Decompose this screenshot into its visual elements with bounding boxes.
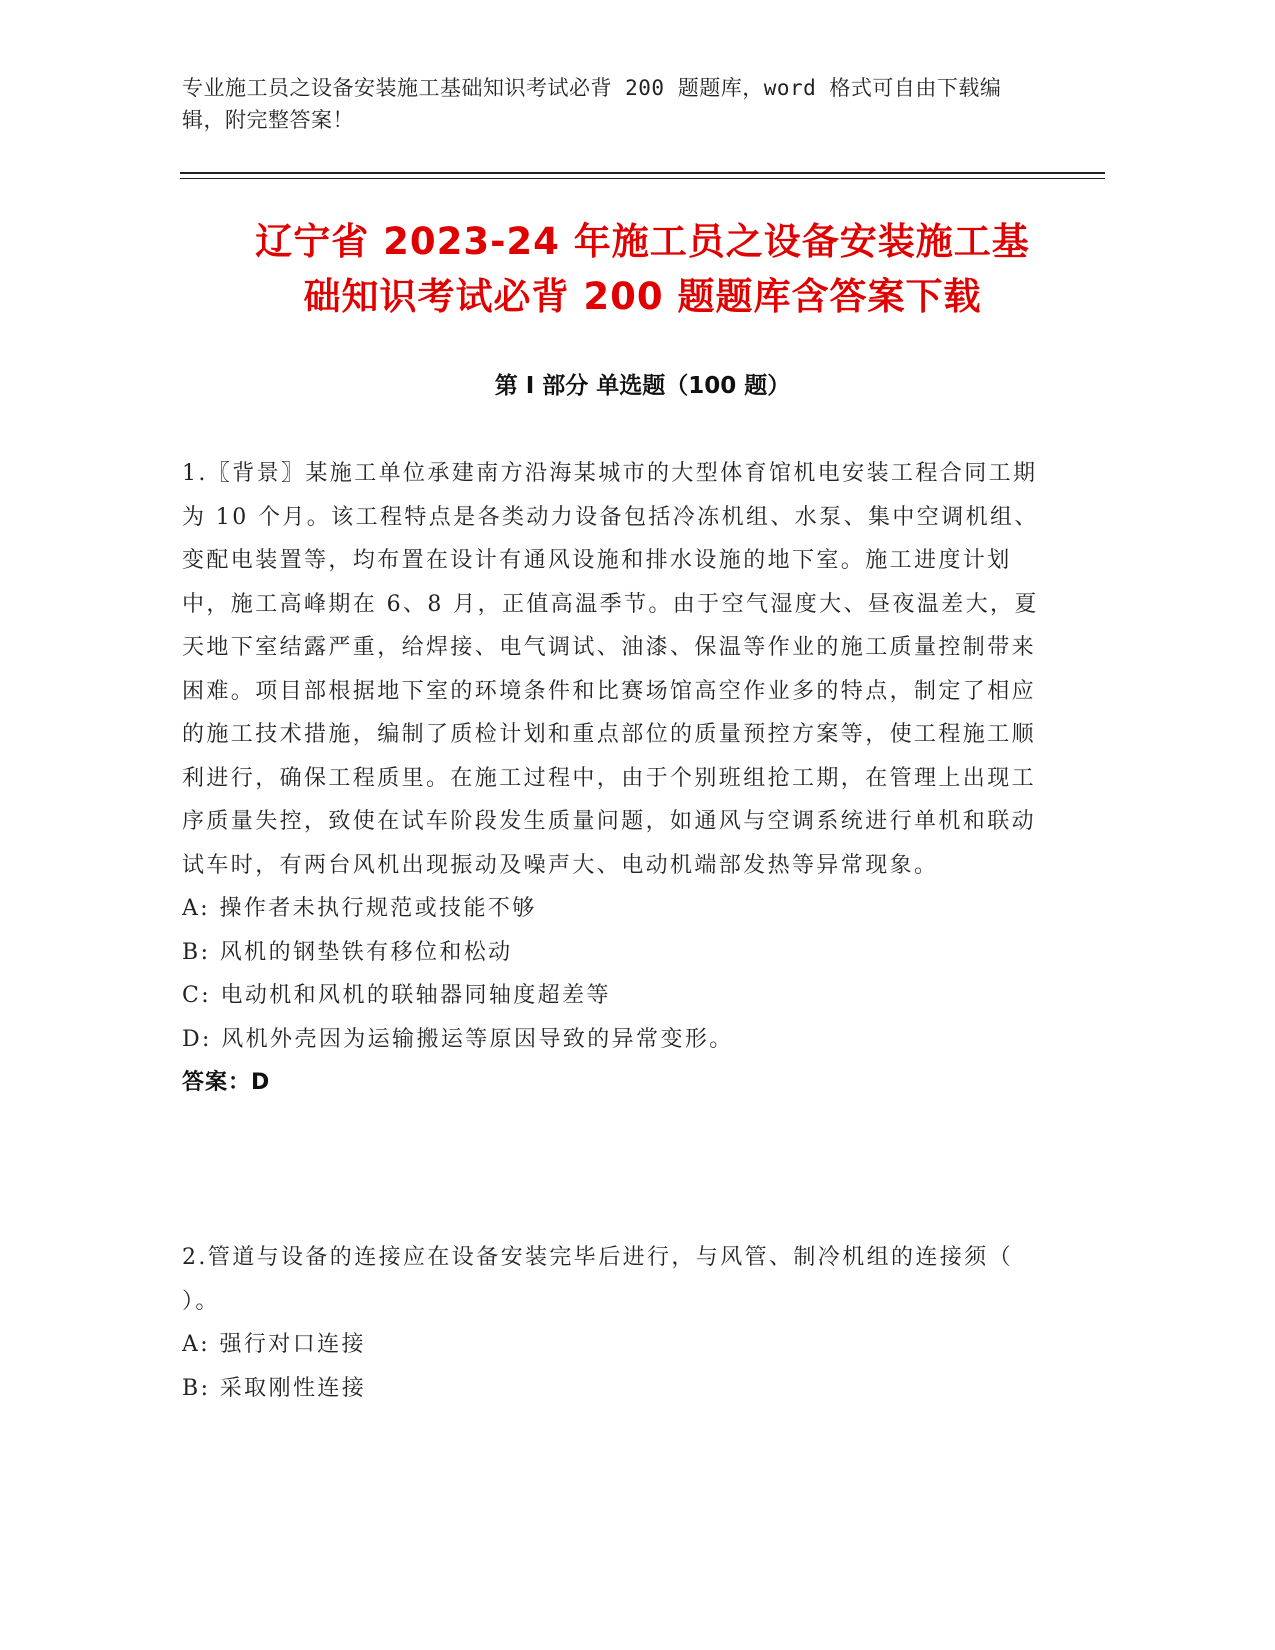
document-title-line-1: 辽宁省 2023-24 年施工员之设备安装施工基 [255,220,1030,263]
question-stem: 2.管道与设备的连接应在设备安装完毕后进行，与风管、制冷机组的连接须（ ）。 [182,1245,1013,1314]
question-stem: 1.〖背景〗某施工单位承建南方沿海某城市的大型体育馆机电安装工程合同工期为 10 个月。该工程特点是各类动力设备包括冷冻机组、水泵、集中空调机组、变配电装置等，均布置在设计有通风设施和排水设施的地下室。施工进度计划中，施工高峰期在 6、8 月，正值高温季节。由于空气湿度大、昼夜温差大，夏天地下室结露严重，给焊接、电气调试、油漆、保温等作业的施工质量控制带来困难。项目部根据地下室的环境条件和比赛场馆高空作业多的特点，制定了相应的施工技术措施，编制了质检计划和重点部位的质量预控方案等，使工程施工顺利进行，确保工程质里。在施工过程中，由于个别班组抢工期，在管理上出现工序质量失控，致使在试车阶段发生质量问题，如通风与空调系统进行单机和联动试车时，有两台风机出现振动及噪声大、电动机端部发热等异常现象。 [182,461,1039,878]
option-b: B: 风机的钢垫铁有移位和松动 [182,939,513,965]
question-2 [182,1236,1042,1410]
option-c: C: 电动机和风机的联轴器同轴度超差等 [182,983,611,1008]
option-a: A: 强行对口连接 [182,1332,366,1357]
document-title [180,214,1105,324]
question-1 [182,452,1042,1105]
option-a: A: 操作者未执行规范或技能不够 [182,896,537,921]
header-divider-thin [180,178,1105,179]
document-title-line-2: 础知识考试必背 200 题题库含答案下载 [303,275,982,318]
option-d: D: 风机外壳因为运输搬运等原因导致的异常变形。 [182,1026,734,1052]
header-note: 专业施工员之设备安装施工基础知识考试必背 200 题题库，word 格式可自由下载编辑，附完整答案！ [182,76,1002,132]
section-heading: 第 I 部分 单选题（100 题） [494,373,791,399]
header-divider-thick [180,172,1105,174]
answer-label: 答案：D [182,1070,271,1095]
option-b: B: 采取刚性连接 [182,1375,367,1401]
